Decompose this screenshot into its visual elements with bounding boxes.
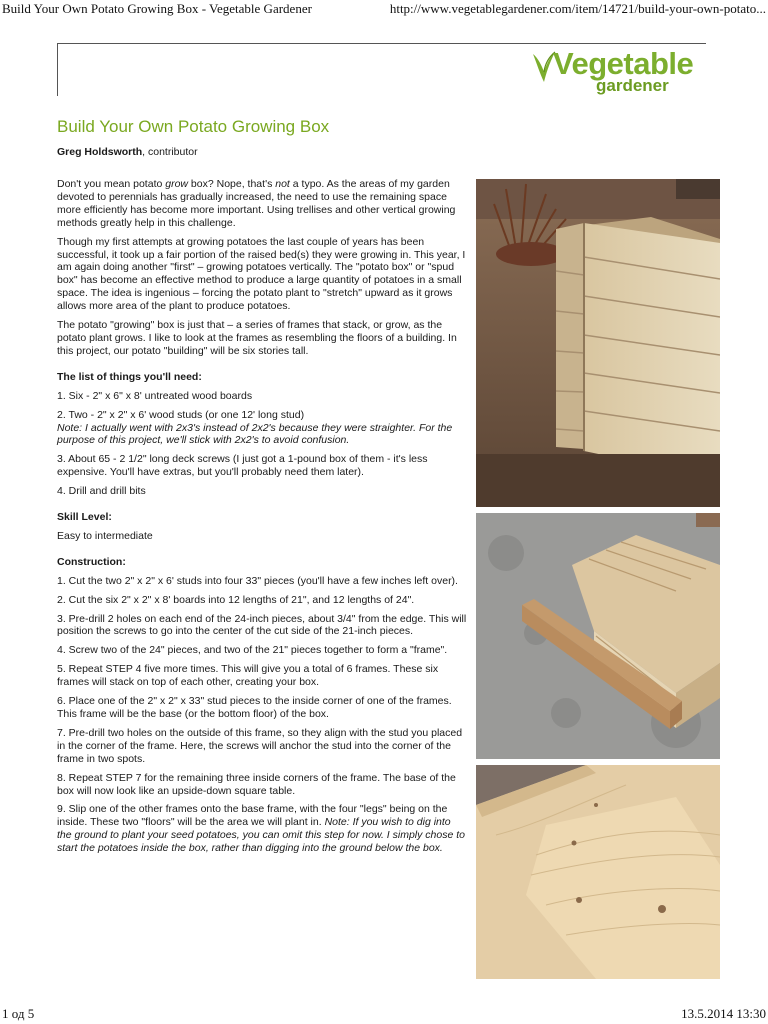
things-heading: The list of things you'll need:	[57, 370, 202, 383]
print-header	[2, 1, 766, 17]
print-page-title: Build Your Own Potato Growing Box - Vegetable Gardener	[2, 1, 312, 16]
step-item: 8. Repeat STEP 7 for the remaining three inside corners of the frame. The base of the box will now look like an upside-down square table.	[57, 771, 456, 797]
skill-heading: Skill Level:	[57, 511, 112, 524]
byline	[57, 146, 198, 158]
site-logo[interactable]	[531, 48, 703, 98]
article-title: Build Your Own Potato Growing Box	[57, 117, 330, 136]
list-item: 2. Two - 2" x 2" x 6' wood studs (or one 12' long stud) Note: I actually went with 2x3's instead of 2x2's because they were straighter. For the purpose of this project, we'll stick with 2x2's to avoid confusion.	[57, 408, 453, 447]
print-page-number: 1 од 5	[2, 1006, 35, 1021]
things-note: Note: I actually went with 2x3's instead of 2x2's because they were straighter. For the purpose of this project, we'll stick with 2x2's to avoid confusion.	[57, 421, 453, 447]
article-body	[57, 178, 467, 861]
step-item: 6. Place one of the 2" x 2" x 33" stud pieces to the inside corner of one of the frames. This frame will be the base (or the bottom floor) of the box.	[57, 695, 452, 720]
step-item: 7. Pre-drill two holes on the outside of this frame, so they align with the stud you placed in the corner of the frame. Here, the screws will anchor the stud into the corner of the frame in two spots.	[57, 726, 463, 765]
list-item: 1. Six - 2" x 6" x 8' untreated wood boards	[57, 389, 253, 402]
intro-paragraph-3: The potato "growing" box is just that – a series of frames that stack, or grow, as the potato plant grows. I like to look at the frames as resembling the floors of a building. In this project, our potato "building" will be six stories tall.	[57, 319, 457, 357]
author-name[interactable]: Greg Holdsworth	[57, 146, 143, 158]
intro-paragraph-1: Don't you mean potato grow box? Nope, that's not a typo. As the areas of my garden devoted to perennials has gradually increased, the need to use the remaining space more efficiently has become more important. Using trellises and other vertical growing methods greatly help in this challenge.	[57, 178, 456, 229]
logo-word-vegetable: Vegetable	[553, 46, 694, 81]
print-footer	[2, 1006, 766, 1022]
list-item: 3. About 65 - 2 1/2" long deck screws (I just got a 1-pound box of them - it's less expensive. You'll have extras, but you'll probably need them later).	[57, 453, 428, 479]
photo-cut-boards	[476, 513, 720, 759]
step-item: 1. Cut the two 2" x 2" x 6' studs into four 33" pieces (you'll have a few inches left over).	[57, 574, 458, 587]
print-datetime: 13.5.2014 13:30	[681, 1006, 766, 1021]
intro-paragraph-2: Though my first attempts at growing potatoes the last couple of years has been successful, it took up a fair portion of the raised bed(s) they were growing in. This year, I am again doing another "first" – growing potatoes vertically. The "potato box" or "spud box" has become an effective method to produce a large quantity of potatoes in a small space. The idea is ingenious – forcing the potato plant to "stretch" upward as it grows allows more area of the plant to produce potatoes.	[57, 235, 466, 313]
step-item: 9. Slip one of the other frames onto the base frame, with the four "legs" being on the inside. These two "floors" will be the area we will plant in. Note: If you wish to dig into the ground to plant your seed potatoes, you can omit this step for now. I simply chose to start the potatoes inside the box, rather than digging into the ground below the box.	[57, 803, 465, 855]
skill-value: Easy to intermediate	[57, 529, 153, 542]
author-role: , contributor	[142, 146, 198, 158]
step9-note: Note: If you wish to dig into the ground to plant your seed potatoes, you can omit this step for now. I simply chose to start the potatoes inside the box, rather than digging into the ground below the box.	[57, 816, 465, 855]
step-item: 3. Pre-drill 2 holes on each end of the 24-inch pieces, about 3/4" from the edge. This will position the screws to go into the center of the cut side of the 21-inch pieces.	[57, 612, 467, 638]
photo-predrilled-board	[476, 765, 720, 979]
logo-word-gardener: gardener	[596, 76, 669, 95]
construction-heading: Construction:	[57, 555, 126, 568]
list-item: 4. Drill and drill bits	[57, 485, 146, 498]
step-item: 4. Screw two of the 24" pieces, and two of the 21" pieces together to form a "frame".	[57, 644, 448, 657]
print-url: http://www.vegetablegardener.com/item/14721/build-your-own-potato...	[389, 1, 766, 16]
photo-potato-box-assembled	[476, 179, 720, 507]
step-item: 5. Repeat STEP 4 five more times. This will give you a total of 6 frames. These six frames will stack on top of each other, creating your box.	[57, 663, 439, 689]
step-item: 2. Cut the six 2" x 2" x 8' boards into 12 lengths of 21", and 12 lengths of 24".	[57, 593, 415, 606]
